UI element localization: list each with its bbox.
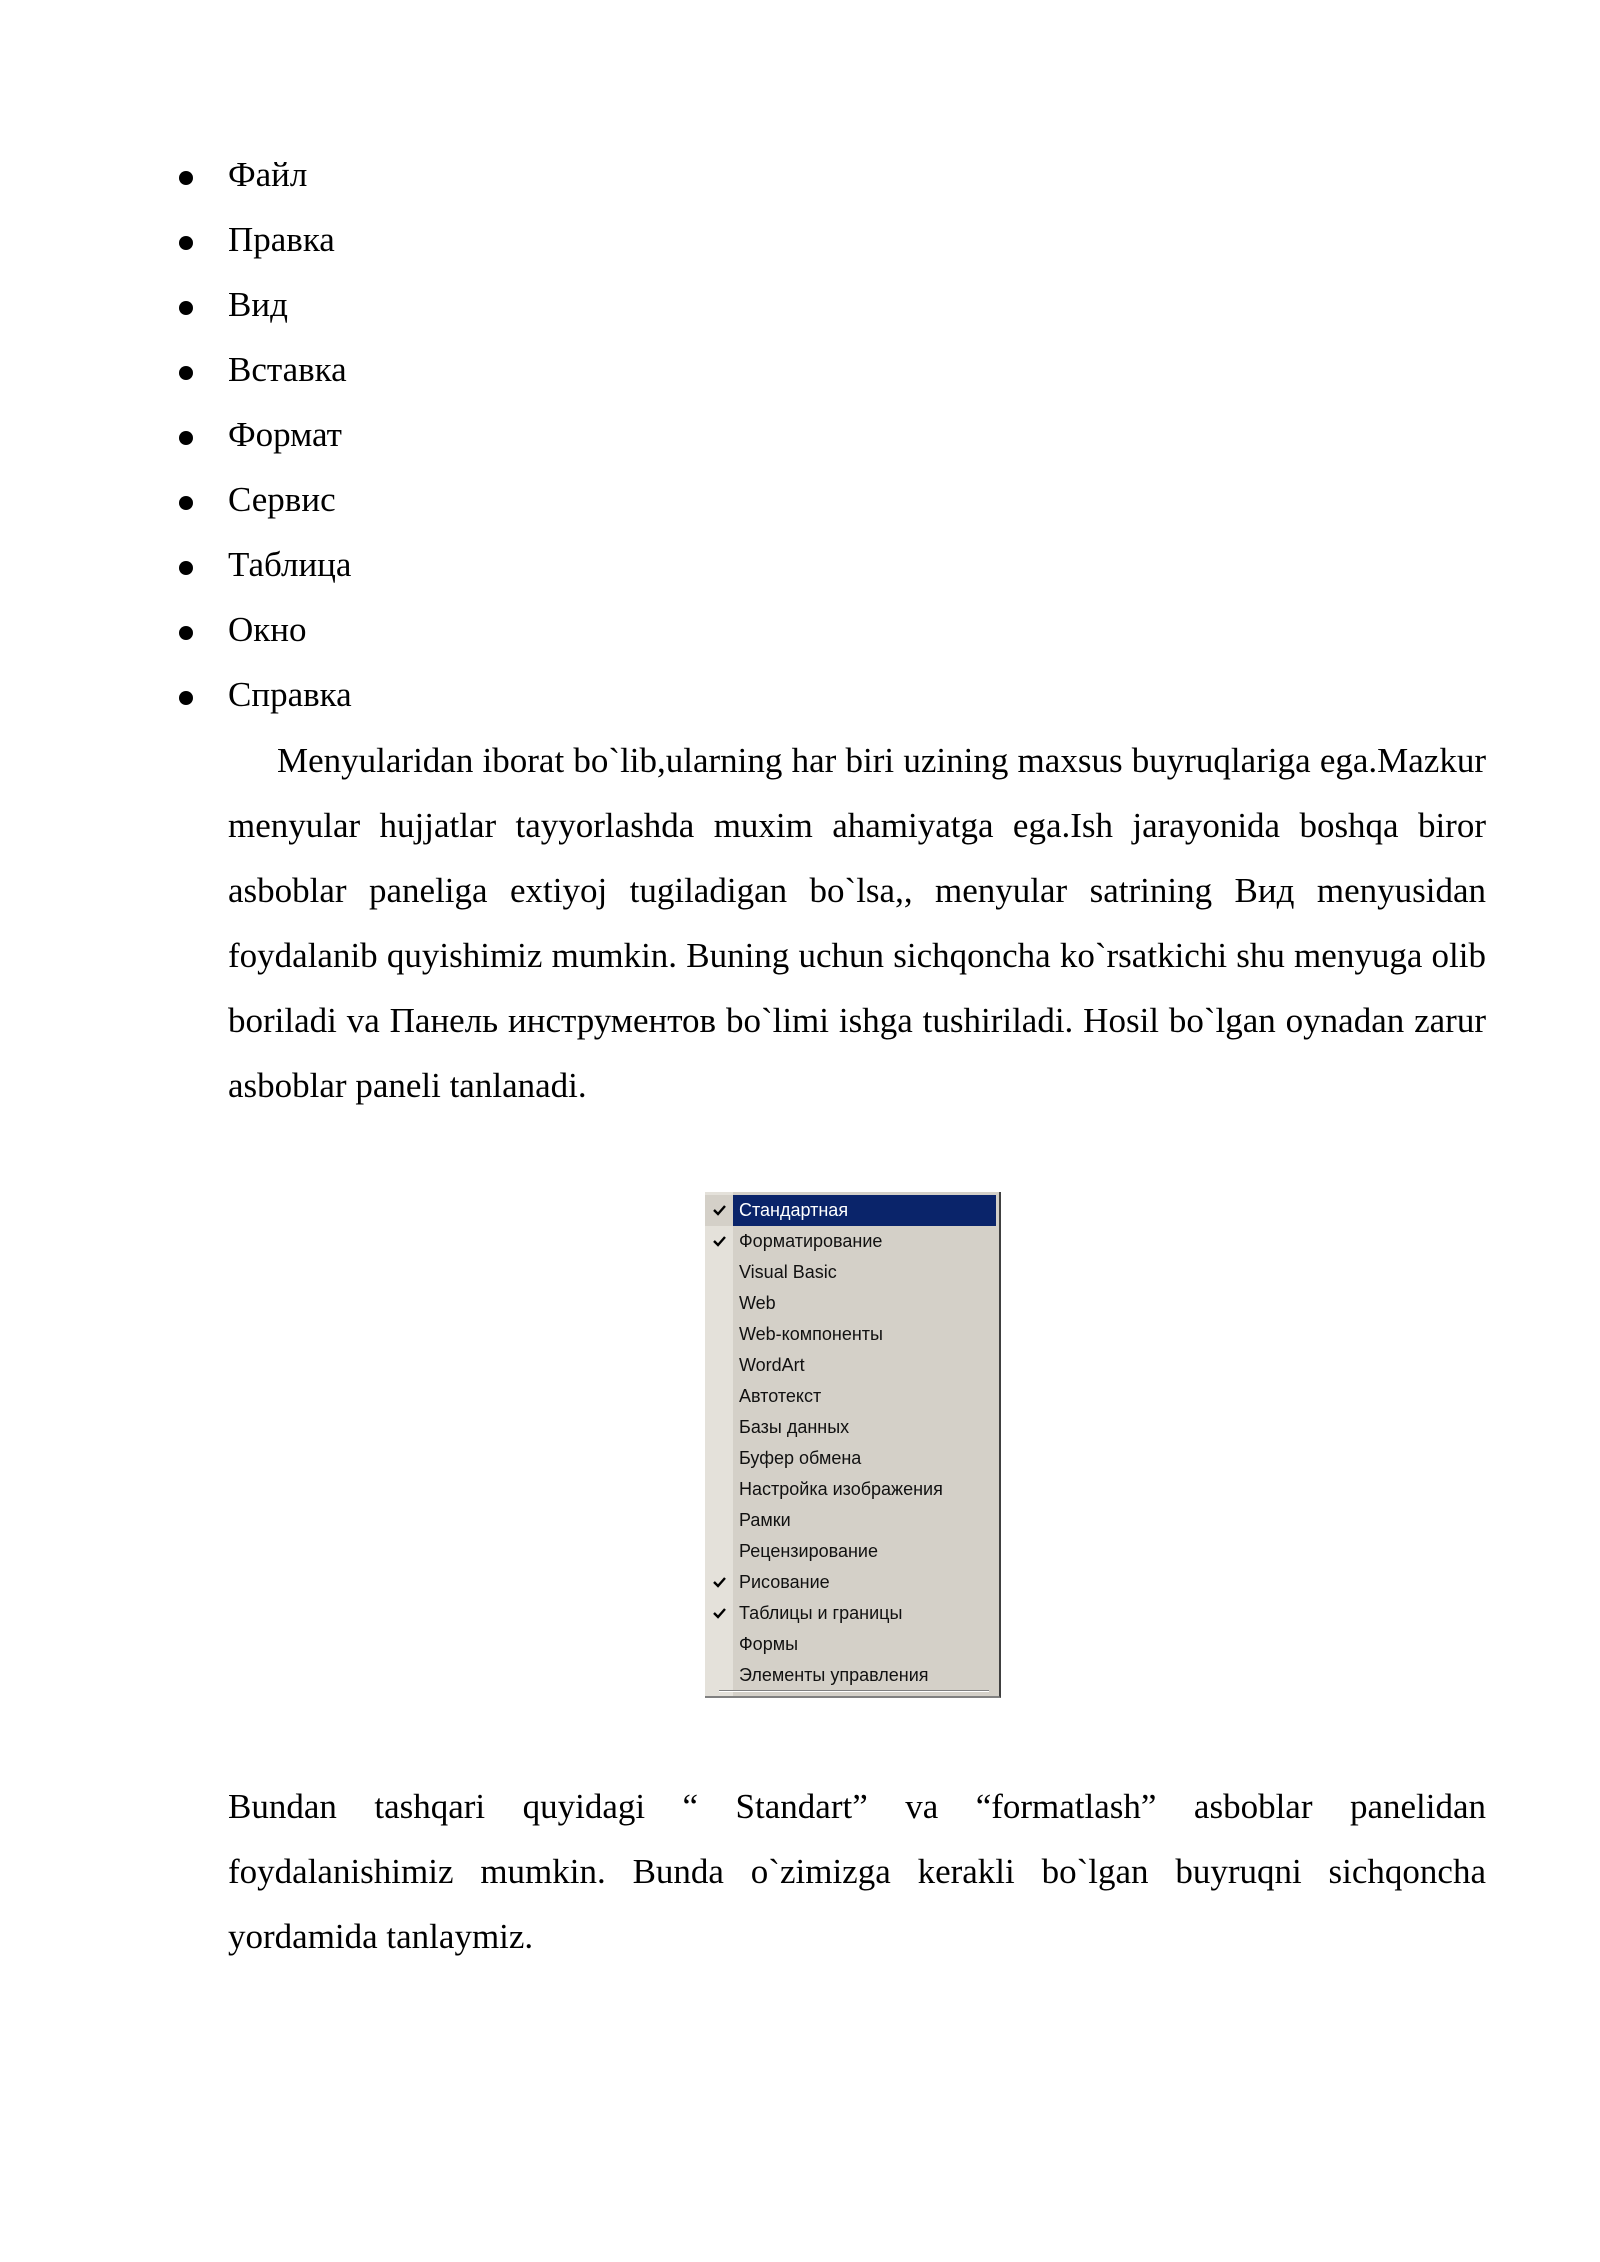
toolbar-menu-item-label: Элементы управления	[739, 1665, 929, 1685]
toolbar-menu-item[interactable]	[705, 1660, 996, 1691]
toolbar-menu-item-label: Автотекст	[739, 1386, 822, 1406]
toolbar-menu-item-label: Таблицы и границы	[739, 1603, 903, 1623]
checkmark-icon	[710, 1567, 730, 1598]
toolbar-menu-item[interactable]	[705, 1629, 996, 1660]
list-item-label: Файл	[228, 155, 308, 194]
toolbar-menu-item[interactable]	[705, 1412, 996, 1443]
bullet-icon	[179, 366, 193, 380]
toolbar-menu-item-label: Visual Basic	[739, 1262, 837, 1282]
toolbar-menu-item[interactable]	[705, 1443, 996, 1474]
toolbar-menu-item[interactable]	[705, 1350, 996, 1381]
checkmark-icon	[710, 1195, 730, 1226]
bullet-icon	[179, 626, 193, 640]
menu-separator	[719, 1690, 989, 1692]
bullet-icon	[179, 691, 193, 705]
toolbar-menu-item[interactable]	[705, 1257, 996, 1288]
bullet-icon	[179, 496, 193, 510]
list-item-label: Таблица	[228, 545, 352, 584]
toolbar-menu-item-label: Формы	[739, 1634, 799, 1654]
toolbar-menu-item[interactable]	[705, 1598, 996, 1629]
toolbar-menu-item[interactable]	[705, 1288, 996, 1319]
toolbar-menu-item-label: Настройка изображения	[739, 1479, 943, 1499]
list-item-label: Вид	[228, 285, 288, 324]
bullet-icon	[179, 301, 193, 315]
body-paragraph-standard: Bundan tashqari quyidagi “ Standart” va “formatlash” asboblar panelidan foydalanishimiz mumkin. Bunda o`zimizga kerakli bo`lgan buyruqni sichqoncha yordamida tanlaymiz.	[228, 1787, 1486, 1956]
bullet-icon	[179, 236, 193, 250]
toolbar-menu-item-label: Web-компоненты	[739, 1324, 883, 1344]
toolbar-menu-item[interactable]	[705, 1319, 996, 1350]
toolbar-menu-item-label: WordArt	[739, 1355, 805, 1375]
bullet-icon	[179, 431, 193, 445]
body-paragraph-intro: Menyularidan iborat bo`lib,ularning har biri uzining maxsus buyruqlariga ega.Mazkur menyular hujjatlar tayyorlashda muxim ahamiyatga ega.Ish jarayonida boshqa biror asboblar paneliga extiyoj tugiladigan bo`lsa,, menyular satrining Вид menyusidan foydalanib quyishimiz mumkin. Buning uchun sichqoncha ko`rsatkichi shu menyuga olib boriladi va Панель инструментов bo`limi ishga tushiriladi. Hosil bo`lgan oynadan zarur asboblar paneli tanlanadi.	[228, 741, 1486, 1105]
toolbar-menu-item-label: Рисование	[739, 1572, 830, 1592]
bullet-icon	[179, 561, 193, 575]
list-item-label: Формат	[228, 415, 342, 454]
toolbar-menu-item[interactable]	[705, 1536, 996, 1567]
toolbar-menu-item-label: Базы данных	[739, 1417, 850, 1437]
toolbar-menu-item-label: Web	[739, 1293, 776, 1313]
toolbar-menu-item-label: Стандартная	[739, 1200, 849, 1220]
toolbar-menu-item[interactable]	[705, 1195, 996, 1226]
list-item-label: Окно	[228, 610, 307, 649]
toolbar-menu-item[interactable]	[705, 1567, 996, 1598]
toolbar-menu-item[interactable]	[705, 1505, 996, 1536]
toolbar-menu-item-label: Форматирование	[739, 1231, 883, 1251]
toolbar-menu-item[interactable]	[705, 1226, 996, 1257]
toolbar-menu-item[interactable]	[705, 1474, 996, 1505]
list-item-label: Правка	[228, 220, 335, 259]
bullet-icon	[179, 171, 193, 185]
toolbar-menu-item-label: Рамки	[739, 1510, 791, 1530]
toolbar-menu-item-label: Буфер обмена	[739, 1448, 862, 1468]
checkmark-icon	[710, 1226, 730, 1257]
toolbars-menu-screenshot	[705, 1192, 1001, 1698]
list-item-label: Справка	[228, 675, 352, 714]
toolbar-menu-item-label: Рецензирование	[739, 1541, 878, 1561]
list-item-label: Сервис	[228, 480, 336, 519]
list-item-label: Вставка	[228, 350, 347, 389]
toolbar-menu-item[interactable]	[705, 1381, 996, 1412]
checkmark-icon	[710, 1598, 730, 1629]
